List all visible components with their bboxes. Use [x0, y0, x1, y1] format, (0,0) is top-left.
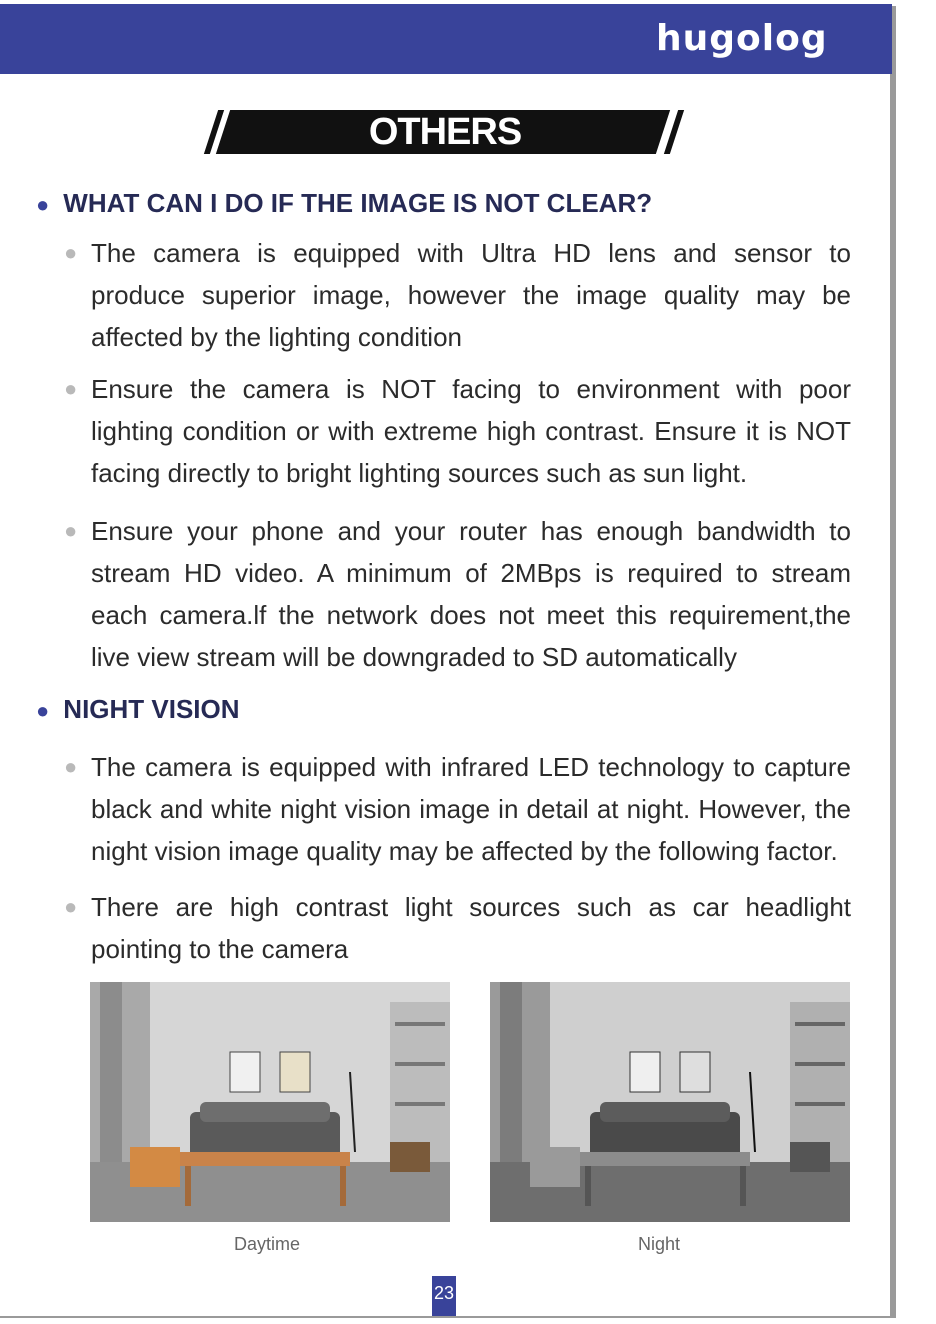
page-edge-bottom: [0, 1316, 896, 1318]
bullet-icon: ●: [64, 240, 78, 265]
daytime-caption: Daytime: [234, 1234, 301, 1254]
brand-logo: hugolog: [656, 18, 828, 59]
list-item-text: Ensure your phone and your router has enough bandwidth to stream HD video. A minimum of 2MBps is required to stream each camera.lf the network does not meet this requirement,the live view stream will be downgraded to SD automatically: [91, 516, 851, 672]
list-item-text: The camera is equipped with infrared LED technology to capture black and white night vision image in detail at night. However, the night vision image quality may be affected by the following factor.: [91, 752, 851, 866]
list-item: [64, 746, 851, 872]
list-item: [64, 510, 851, 678]
section-banner: [205, 110, 685, 154]
bullet-icon: ●: [36, 192, 50, 217]
night-caption: Night: [638, 1234, 681, 1254]
section-title: OTHERS: [368, 111, 522, 153]
section-heading-night-vision: [36, 694, 240, 725]
page-number: 23: [432, 1276, 456, 1316]
list-item-text: Ensure the camera is NOT facing to environment with poor lighting condition or with extreme high contrast. Ensure it is NOT facing directly to bright lighting sources such as sun light.: [91, 374, 851, 488]
page-edge: [890, 6, 896, 1318]
heading-text: WHAT CAN I DO IF THE IMAGE IS NOT CLEAR?: [63, 188, 653, 218]
bullet-icon: ●: [36, 698, 50, 723]
list-item: [64, 368, 851, 494]
daytime-photo: [90, 982, 450, 1222]
section-heading-image-clarity: [36, 188, 652, 219]
list-item-text: There are high contrast light sources such as car headlight pointing to the camera: [91, 892, 851, 964]
list-item: [64, 232, 851, 358]
list-item: [64, 886, 851, 970]
header-bar: [0, 4, 892, 74]
bullet-icon: ●: [64, 376, 78, 401]
bullet-icon: ●: [64, 754, 78, 779]
night-photo: [490, 982, 850, 1222]
bullet-icon: ●: [64, 518, 78, 543]
list-item-text: The camera is equipped with Ultra HD lens and sensor to produce superior image, however the image quality may be affected by the lighting condition: [91, 238, 851, 352]
heading-text: NIGHT VISION: [63, 694, 240, 724]
bullet-icon: ●: [64, 894, 78, 919]
